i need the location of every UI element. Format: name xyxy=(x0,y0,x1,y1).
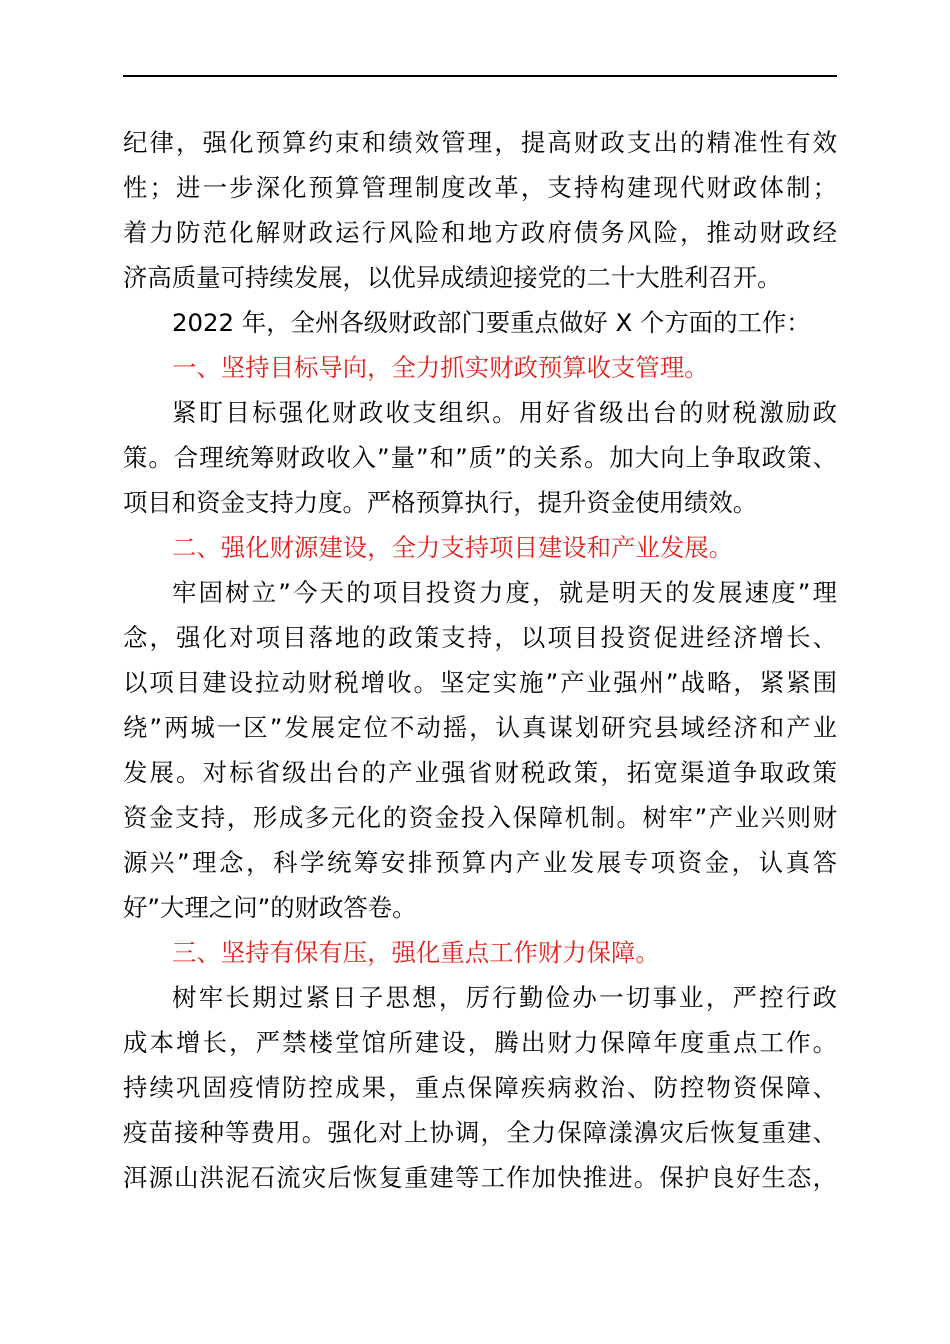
body-line: 项目和资金支持力度。严格预算执行，提升资金使用绩效。 xyxy=(123,488,758,517)
body-line: 发展。对标省级出台的产业强省财税政策，拓宽渠道争取政策 xyxy=(123,758,837,787)
body-line: 绕”两城一区”发展定位不动摇，认真谋划研究县域经济和产业 xyxy=(123,713,837,742)
body-line: 持续巩固疫情防控成果，重点保障疾病救治、防控物资保障、 xyxy=(123,1073,837,1102)
body-line: 牢固树立”今天的项目投资力度，就是明天的发展速度”理 xyxy=(172,578,837,607)
body-line: 济高质量可持续发展，以优异成绩迎接党的二十大胜利召开。 xyxy=(123,263,782,292)
header-rule xyxy=(123,75,837,77)
body-line: 疫苗接种等费用。强化对上协调，全力保障漾濞灾后恢复重建、 xyxy=(123,1118,837,1147)
body-line: 以项目建设拉动财税增收。坚定实施”产业强州”战略，紧紧围 xyxy=(123,668,837,697)
section-heading-3: 三、坚持有保有压，强化重点工作财力保障。 xyxy=(172,938,660,967)
body-line: 源兴”理念，科学统筹安排预算内产业发展专项资金，认真答 xyxy=(123,848,837,877)
section-heading-1: 一、坚持目标导向，全力抓实财政预算收支管理。 xyxy=(172,353,709,382)
body-line: 成本增长，严禁楼堂馆所建设，腾出财力保障年度重点工作。 xyxy=(123,1028,837,1057)
body-line: 树牢长期过紧日子思想，厉行勤俭办一切事业，严控行政 xyxy=(172,983,837,1012)
body-line: 念，强化对项目落地的政策支持，以项目投资促进经济增长、 xyxy=(123,623,837,652)
intro-line: 2022 年，全州各级财政部门要重点做好 X 个方面的工作： xyxy=(172,308,811,337)
body-line: 紧盯目标强化财政收支组织。用好省级出台的财税激励政 xyxy=(172,398,837,427)
body-line: 洱源山洪泥石流灾后恢复重建等工作加快推进。保护良好生态， xyxy=(123,1163,837,1192)
body-line: 着力防范化解财政运行风险和地方政府债务风险，推动财政经 xyxy=(123,218,837,247)
body-line: 策。合理统筹财政收入”量”和”质”的关系。加大向上争取政策、 xyxy=(123,443,837,472)
section-heading-2: 二、强化财源建设，全力支持项目建设和产业发展。 xyxy=(172,533,733,562)
body-line: 纪律，强化预算约束和绩效管理，提高财政支出的精准性有效 xyxy=(123,128,837,157)
body-line: 好”大理之问”的财政答卷。 xyxy=(123,893,417,922)
body-line: 资金支持，形成多元化的资金投入保障机制。树牢”产业兴则财 xyxy=(123,803,837,832)
body-line: 性；进一步深化预算管理制度改革，支持构建现代财政体制； xyxy=(123,173,837,202)
